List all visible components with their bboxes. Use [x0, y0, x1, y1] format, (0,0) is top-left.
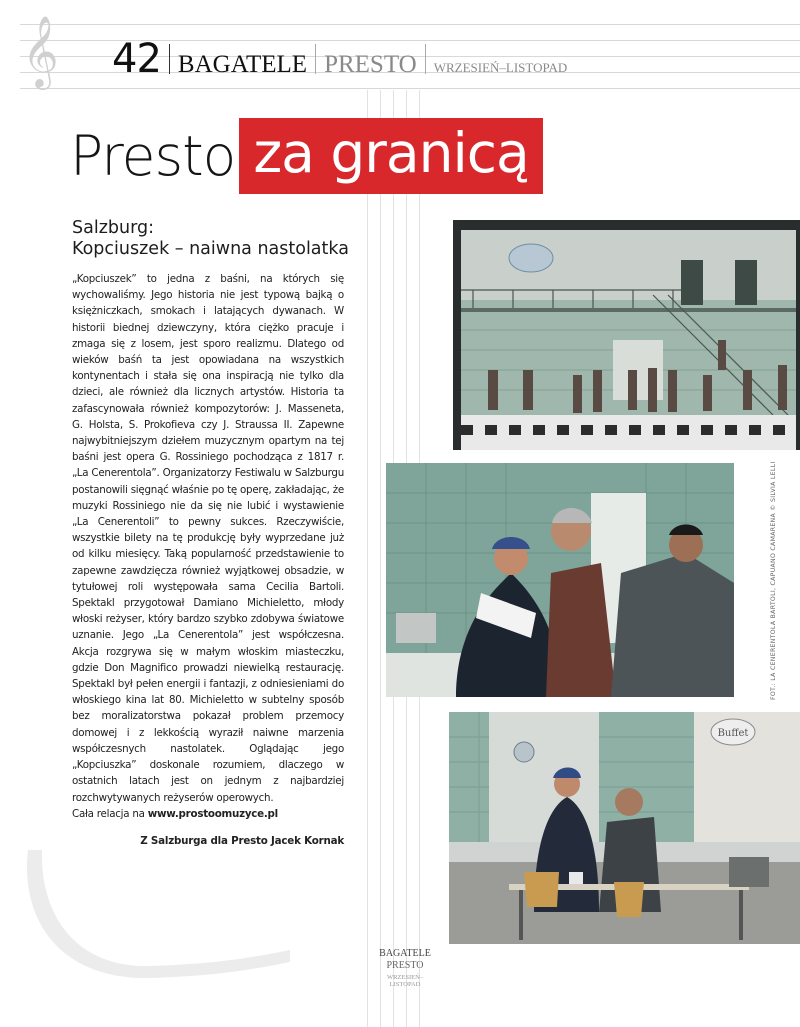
link-prefix: Cała relacja na: [72, 807, 148, 820]
article-website-link[interactable]: www.prostoomuzyce.pl: [147, 807, 278, 820]
magazine-name: BAGATELE: [177, 51, 308, 78]
page-header: [112, 36, 567, 82]
subtitle-headline: Kopciuszek – naiwna nastolatka: [72, 239, 349, 259]
footer-section: PRESTO: [386, 959, 424, 971]
subtitle-location: Salzburg:: [72, 218, 154, 238]
staff-line-vertical: [380, 90, 381, 1027]
brace-decoration: [20, 850, 380, 1000]
header-divider: [315, 44, 316, 74]
stage-photo-restaurant-set: [453, 220, 800, 450]
article-link-line: [72, 806, 344, 822]
article-subtitle: [72, 218, 362, 260]
title-part-plain: Presto: [70, 124, 236, 188]
treble-clef-icon: 𝄞: [22, 14, 59, 87]
header-divider: [169, 44, 170, 74]
header-divider: [425, 44, 426, 74]
stage-photo-scene-close-up: [386, 463, 734, 697]
article-byline: Z Salzburga dla Presto Jacek Kornak: [140, 835, 344, 847]
title-part-highlighted: za granicą: [239, 118, 542, 194]
section-name: PRESTO: [324, 51, 417, 78]
footer-magazine: BAGATELE: [379, 948, 431, 959]
buffet-sign-text: Buffet: [717, 728, 749, 739]
page-title: [70, 118, 543, 194]
footer-date: WRZESIEŃ– LISTOPAD: [386, 974, 424, 989]
page-number: 42: [112, 36, 161, 82]
page-footer: [360, 948, 450, 989]
photo-credit: FOT.: LA CENERENTOLA BARTOLI, CAPUANO CAMARENA © SILVIA LELLI: [770, 461, 777, 700]
issue-date: WRZESIEŃ–LISTOPAD: [433, 60, 568, 75]
article-paragraph: „Kopciuszek” to jedna z baśni, na których się wychowaliśmy. Jego historia nie jest typową bajką o księżniczkach, smokach i latających dywanach. W historii biednej dziewczyny, która ciężko pracuje i zmaga się z losem, jest sporo realizmu. Dlatego od wieków baśń ta jest opowiadana na wszystkich kontynentach i stała się ona inspiracją nie tylko dla dzieci, ale również dla licznych artystów. Historia ta zafascynowała również kompozytorów: J. Masseneta, G. Holsta, S. Prokofieva czy J. Straussa II. Zapewne najwybitniejszym dziełem muzycznym opartym na tej baśni jest opera G. Rossiniego pochodząca z 1817 r. „La Cenerentola”. Organizatorzy Festiwalu w Salzburgu postanowili sięgnąć właśnie po tę operę, zakładając, że muzyki Rossiniego nie da się nie lubić i wystawienie „La Cenerentoli” to pewny sukces. Rzeczywiście, wszystkie bilety na tę produkcję były wyprzedane już od kilku miesięcy. Taką popularność przedstawienie to zapewne zawdzięcza również wyjątkowej obsadzie, w tytułowej roli występowała sama Cecilia Bartoli. Spektakl przygotował Damiano Michieletto, młody włoski reżyser, który bardzo szybko zdobywa światowe uznanie. Jego „La Cenerentola” jest współczesna. Akcja rozgrywa się w małym włoskim miasteczku, gdzie Don Magnifico prowadzi niewielką restaurację. Spektakl był pełen energii i fantazji, z odniesieniami do włoskiego kina lat 80. Michieletto w subtelny sposób bez moralizatorstwa pokazał problem przemocy domowej i z lekkością wyraził naiwne marzenia współczesnych nastolatek. Oglądając jego „Kopciuszka” doskonale rozumiem, dlaczego w ostatnich latach jest on jednym z najbardziej rozchwytywanych reżyserów operowych.: [72, 273, 344, 804]
stage-photo-restaurant-table: [449, 712, 800, 944]
article-body: [72, 271, 344, 822]
